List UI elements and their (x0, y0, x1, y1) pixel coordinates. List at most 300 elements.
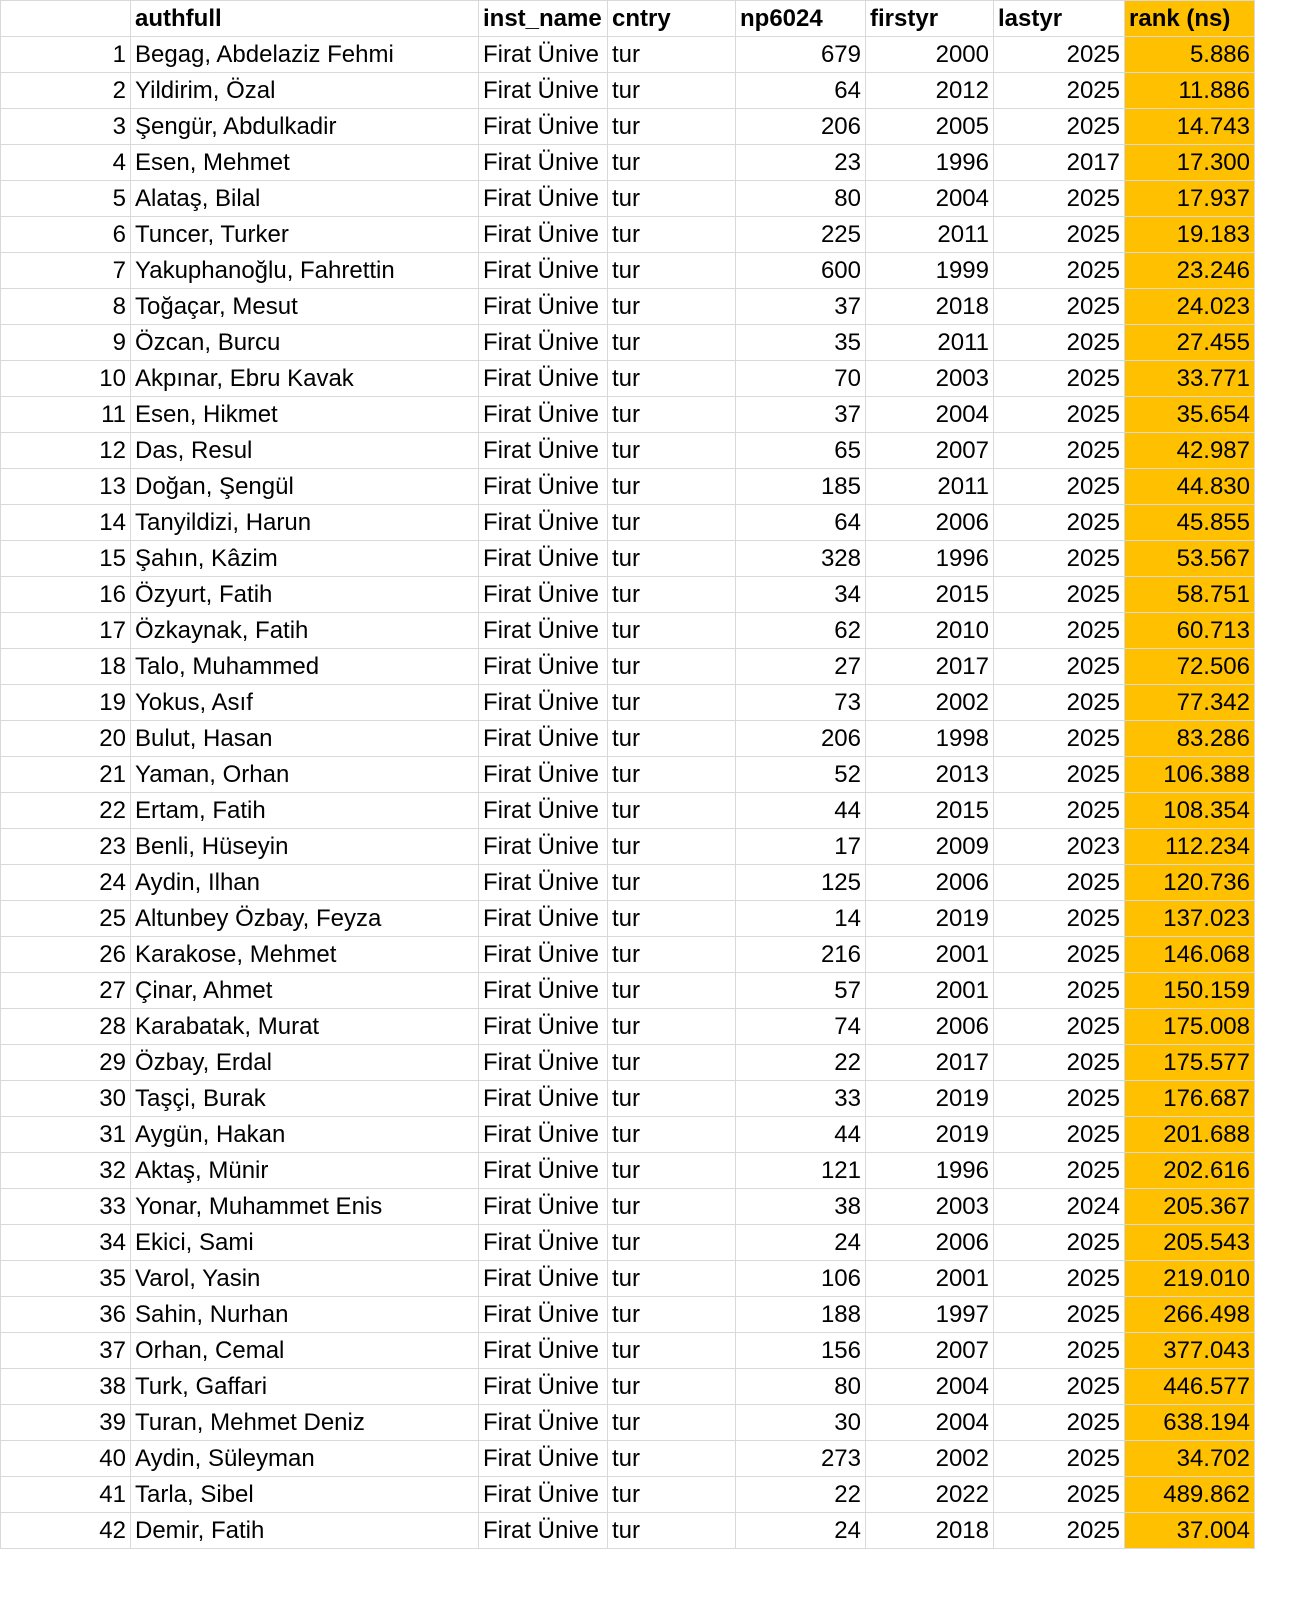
cell-firstyr[interactable]: 1996 (866, 541, 994, 577)
cell-lastyr[interactable]: 2025 (994, 1513, 1125, 1549)
cell-inst-name[interactable]: Firat Ünive (479, 217, 608, 253)
cell-authfull[interactable]: Alataş, Bilal (131, 181, 479, 217)
cell-inst-name[interactable]: Firat Ünive (479, 1045, 608, 1081)
cell-authfull[interactable]: Bulut, Hasan (131, 721, 479, 757)
cell-firstyr[interactable]: 1996 (866, 145, 994, 181)
cell-lastyr[interactable]: 2025 (994, 1261, 1125, 1297)
cell-inst-name[interactable]: Firat Ünive (479, 37, 608, 73)
cell-firstyr[interactable]: 2011 (866, 217, 994, 253)
cell-authfull[interactable]: Özyurt, Fatih (131, 577, 479, 613)
cell-cntry[interactable]: tur (608, 1117, 736, 1153)
cell-firstyr[interactable]: 2018 (866, 1513, 994, 1549)
cell-cntry[interactable]: tur (608, 1441, 736, 1477)
cell-firstyr[interactable]: 2019 (866, 901, 994, 937)
cell-firstyr[interactable]: 2013 (866, 757, 994, 793)
cell-rank[interactable]: 106.388 (1125, 757, 1255, 793)
cell-authfull[interactable]: Özkaynak, Fatih (131, 613, 479, 649)
cell-firstyr[interactable]: 2006 (866, 505, 994, 541)
cell-inst-name[interactable]: Firat Ünive (479, 253, 608, 289)
cell-authfull[interactable]: Yonar, Muhammet Enis (131, 1189, 479, 1225)
cell-rank[interactable]: 35.654 (1125, 397, 1255, 433)
cell-index[interactable]: 12 (1, 433, 131, 469)
cell-lastyr[interactable]: 2025 (994, 505, 1125, 541)
cell-lastyr[interactable]: 2025 (994, 1441, 1125, 1477)
cell-inst-name[interactable]: Firat Ünive (479, 793, 608, 829)
cell-inst-name[interactable]: Firat Ünive (479, 721, 608, 757)
cell-np6024[interactable]: 22 (736, 1477, 866, 1513)
cell-cntry[interactable]: tur (608, 1045, 736, 1081)
cell-authfull[interactable]: Ekici, Sami (131, 1225, 479, 1261)
cell-rank[interactable]: 23.246 (1125, 253, 1255, 289)
cell-np6024[interactable]: 73 (736, 685, 866, 721)
cell-inst-name[interactable]: Firat Ünive (479, 937, 608, 973)
cell-lastyr[interactable]: 2025 (994, 1333, 1125, 1369)
cell-lastyr[interactable]: 2025 (994, 361, 1125, 397)
cell-index[interactable]: 42 (1, 1513, 131, 1549)
cell-rank[interactable]: 120.736 (1125, 865, 1255, 901)
cell-firstyr[interactable]: 1998 (866, 721, 994, 757)
cell-np6024[interactable]: 52 (736, 757, 866, 793)
cell-lastyr[interactable]: 2025 (994, 1117, 1125, 1153)
cell-authfull[interactable]: Tarla, Sibel (131, 1477, 479, 1513)
cell-lastyr[interactable]: 2025 (994, 1009, 1125, 1045)
cell-inst-name[interactable]: Firat Ünive (479, 1261, 608, 1297)
cell-firstyr[interactable]: 2017 (866, 1045, 994, 1081)
cell-inst-name[interactable]: Firat Ünive (479, 973, 608, 1009)
cell-np6024[interactable]: 185 (736, 469, 866, 505)
cell-rank[interactable]: 53.567 (1125, 541, 1255, 577)
cell-lastyr[interactable]: 2023 (994, 829, 1125, 865)
cell-firstyr[interactable]: 2000 (866, 37, 994, 73)
cell-lastyr[interactable]: 2025 (994, 757, 1125, 793)
cell-cntry[interactable]: tur (608, 685, 736, 721)
cell-rank[interactable]: 17.937 (1125, 181, 1255, 217)
cell-np6024[interactable]: 74 (736, 1009, 866, 1045)
cell-lastyr[interactable]: 2025 (994, 901, 1125, 937)
cell-authfull[interactable]: Çinar, Ahmet (131, 973, 479, 1009)
cell-rank[interactable]: 205.543 (1125, 1225, 1255, 1261)
cell-cntry[interactable]: tur (608, 1297, 736, 1333)
cell-cntry[interactable]: tur (608, 1081, 736, 1117)
header-lastyr[interactable]: lastyr (994, 1, 1125, 37)
cell-index[interactable]: 22 (1, 793, 131, 829)
cell-inst-name[interactable]: Firat Ünive (479, 829, 608, 865)
cell-lastyr[interactable]: 2025 (994, 1153, 1125, 1189)
cell-firstyr[interactable]: 2006 (866, 865, 994, 901)
cell-firstyr[interactable]: 2012 (866, 73, 994, 109)
cell-rank[interactable]: 137.023 (1125, 901, 1255, 937)
cell-authfull[interactable]: Şahın, Kâzim (131, 541, 479, 577)
cell-index[interactable]: 35 (1, 1261, 131, 1297)
cell-lastyr[interactable]: 2025 (994, 865, 1125, 901)
cell-firstyr[interactable]: 2003 (866, 361, 994, 397)
cell-inst-name[interactable]: Firat Ünive (479, 73, 608, 109)
cell-lastyr[interactable]: 2025 (994, 181, 1125, 217)
cell-cntry[interactable]: tur (608, 721, 736, 757)
cell-inst-name[interactable]: Firat Ünive (479, 1297, 608, 1333)
cell-authfull[interactable]: Doğan, Şengül (131, 469, 479, 505)
cell-index[interactable]: 38 (1, 1369, 131, 1405)
cell-authfull[interactable]: Toğaçar, Mesut (131, 289, 479, 325)
cell-authfull[interactable]: Begag, Abdelaziz Fehmi (131, 37, 479, 73)
cell-rank[interactable]: 17.300 (1125, 145, 1255, 181)
cell-lastyr[interactable]: 2025 (994, 253, 1125, 289)
cell-firstyr[interactable]: 2005 (866, 109, 994, 145)
cell-np6024[interactable]: 24 (736, 1513, 866, 1549)
cell-authfull[interactable]: Karabatak, Murat (131, 1009, 479, 1045)
cell-np6024[interactable]: 24 (736, 1225, 866, 1261)
cell-firstyr[interactable]: 1996 (866, 1153, 994, 1189)
cell-rank[interactable]: 11.886 (1125, 73, 1255, 109)
cell-lastyr[interactable]: 2025 (994, 217, 1125, 253)
cell-authfull[interactable]: Orhan, Cemal (131, 1333, 479, 1369)
cell-cntry[interactable]: tur (608, 1261, 736, 1297)
cell-np6024[interactable]: 14 (736, 901, 866, 937)
cell-inst-name[interactable]: Firat Ünive (479, 1225, 608, 1261)
cell-index[interactable]: 5 (1, 181, 131, 217)
cell-cntry[interactable]: tur (608, 73, 736, 109)
cell-lastyr[interactable]: 2025 (994, 577, 1125, 613)
cell-np6024[interactable]: 206 (736, 109, 866, 145)
cell-inst-name[interactable]: Firat Ünive (479, 1333, 608, 1369)
cell-inst-name[interactable]: Firat Ünive (479, 433, 608, 469)
cell-firstyr[interactable]: 2001 (866, 973, 994, 1009)
cell-inst-name[interactable]: Firat Ünive (479, 1009, 608, 1045)
cell-cntry[interactable]: tur (608, 253, 736, 289)
cell-authfull[interactable]: Varol, Yasin (131, 1261, 479, 1297)
cell-rank[interactable]: 219.010 (1125, 1261, 1255, 1297)
cell-cntry[interactable]: tur (608, 649, 736, 685)
cell-cntry[interactable]: tur (608, 577, 736, 613)
cell-np6024[interactable]: 121 (736, 1153, 866, 1189)
cell-np6024[interactable]: 17 (736, 829, 866, 865)
cell-rank[interactable]: 24.023 (1125, 289, 1255, 325)
cell-inst-name[interactable]: Firat Ünive (479, 289, 608, 325)
cell-lastyr[interactable]: 2025 (994, 685, 1125, 721)
cell-rank[interactable]: 146.068 (1125, 937, 1255, 973)
cell-index[interactable]: 31 (1, 1117, 131, 1153)
cell-np6024[interactable]: 38 (736, 1189, 866, 1225)
cell-lastyr[interactable]: 2025 (994, 325, 1125, 361)
cell-np6024[interactable]: 23 (736, 145, 866, 181)
cell-rank[interactable]: 446.577 (1125, 1369, 1255, 1405)
cell-inst-name[interactable]: Firat Ünive (479, 1369, 608, 1405)
cell-rank[interactable]: 58.751 (1125, 577, 1255, 613)
cell-np6024[interactable]: 679 (736, 37, 866, 73)
cell-rank[interactable]: 37.004 (1125, 1513, 1255, 1549)
cell-lastyr[interactable]: 2025 (994, 973, 1125, 1009)
header-np6024[interactable]: np6024 (736, 1, 866, 37)
cell-index[interactable]: 7 (1, 253, 131, 289)
cell-rank[interactable]: 205.367 (1125, 1189, 1255, 1225)
cell-lastyr[interactable]: 2025 (994, 793, 1125, 829)
cell-np6024[interactable]: 33 (736, 1081, 866, 1117)
cell-authfull[interactable]: Tanyildizi, Harun (131, 505, 479, 541)
cell-cntry[interactable]: tur (608, 541, 736, 577)
cell-np6024[interactable]: 62 (736, 613, 866, 649)
cell-firstyr[interactable]: 2018 (866, 289, 994, 325)
cell-firstyr[interactable]: 1997 (866, 1297, 994, 1333)
cell-inst-name[interactable]: Firat Ünive (479, 1405, 608, 1441)
cell-index[interactable]: 41 (1, 1477, 131, 1513)
cell-firstyr[interactable]: 2003 (866, 1189, 994, 1225)
cell-lastyr[interactable]: 2025 (994, 649, 1125, 685)
cell-inst-name[interactable]: Firat Ünive (479, 325, 608, 361)
cell-firstyr[interactable]: 2006 (866, 1009, 994, 1045)
cell-index[interactable]: 26 (1, 937, 131, 973)
cell-authfull[interactable]: Yaman, Orhan (131, 757, 479, 793)
cell-index[interactable]: 19 (1, 685, 131, 721)
cell-rank[interactable]: 5.886 (1125, 37, 1255, 73)
cell-lastyr[interactable]: 2025 (994, 433, 1125, 469)
cell-rank[interactable]: 201.688 (1125, 1117, 1255, 1153)
cell-firstyr[interactable]: 2011 (866, 325, 994, 361)
cell-firstyr[interactable]: 2019 (866, 1117, 994, 1153)
cell-lastyr[interactable]: 2025 (994, 1081, 1125, 1117)
cell-rank[interactable]: 19.183 (1125, 217, 1255, 253)
cell-firstyr[interactable]: 2002 (866, 1441, 994, 1477)
cell-firstyr[interactable]: 2007 (866, 1333, 994, 1369)
cell-cntry[interactable]: tur (608, 1153, 736, 1189)
cell-np6024[interactable]: 600 (736, 253, 866, 289)
cell-cntry[interactable]: tur (608, 1225, 736, 1261)
cell-index[interactable]: 9 (1, 325, 131, 361)
cell-firstyr[interactable]: 2004 (866, 181, 994, 217)
cell-index[interactable]: 27 (1, 973, 131, 1009)
cell-np6024[interactable]: 37 (736, 397, 866, 433)
cell-np6024[interactable]: 225 (736, 217, 866, 253)
cell-index[interactable]: 23 (1, 829, 131, 865)
cell-authfull[interactable]: Demir, Fatih (131, 1513, 479, 1549)
cell-lastyr[interactable]: 2025 (994, 469, 1125, 505)
cell-rank[interactable]: 175.008 (1125, 1009, 1255, 1045)
cell-rank[interactable]: 108.354 (1125, 793, 1255, 829)
cell-firstyr[interactable]: 2019 (866, 1081, 994, 1117)
cell-rank[interactable]: 44.830 (1125, 469, 1255, 505)
cell-np6024[interactable]: 156 (736, 1333, 866, 1369)
cell-firstyr[interactable]: 2007 (866, 433, 994, 469)
cell-cntry[interactable]: tur (608, 37, 736, 73)
cell-cntry[interactable]: tur (608, 325, 736, 361)
cell-firstyr[interactable]: 1999 (866, 253, 994, 289)
cell-inst-name[interactable]: Firat Ünive (479, 1189, 608, 1225)
cell-np6024[interactable]: 80 (736, 181, 866, 217)
cell-index[interactable]: 29 (1, 1045, 131, 1081)
cell-lastyr[interactable]: 2025 (994, 541, 1125, 577)
cell-index[interactable]: 18 (1, 649, 131, 685)
cell-rank[interactable]: 14.743 (1125, 109, 1255, 145)
cell-authfull[interactable]: Yildirim, Özal (131, 73, 479, 109)
header-inst-name[interactable]: inst_name (479, 1, 608, 37)
cell-cntry[interactable]: tur (608, 181, 736, 217)
cell-lastyr[interactable]: 2025 (994, 1477, 1125, 1513)
cell-index[interactable]: 28 (1, 1009, 131, 1045)
cell-lastyr[interactable]: 2025 (994, 289, 1125, 325)
cell-cntry[interactable]: tur (608, 865, 736, 901)
cell-rank[interactable]: 150.159 (1125, 973, 1255, 1009)
cell-np6024[interactable]: 125 (736, 865, 866, 901)
cell-rank[interactable]: 638.194 (1125, 1405, 1255, 1441)
cell-index[interactable]: 34 (1, 1225, 131, 1261)
cell-lastyr[interactable]: 2025 (994, 1045, 1125, 1081)
cell-np6024[interactable]: 37 (736, 289, 866, 325)
cell-lastyr[interactable]: 2025 (994, 1369, 1125, 1405)
cell-cntry[interactable]: tur (608, 1189, 736, 1225)
cell-firstyr[interactable]: 2004 (866, 1369, 994, 1405)
cell-np6024[interactable]: 328 (736, 541, 866, 577)
cell-authfull[interactable]: Taşçi, Burak (131, 1081, 479, 1117)
cell-authfull[interactable]: Talo, Muhammed (131, 649, 479, 685)
cell-inst-name[interactable]: Firat Ünive (479, 541, 608, 577)
cell-firstyr[interactable]: 2017 (866, 649, 994, 685)
cell-firstyr[interactable]: 2006 (866, 1225, 994, 1261)
header-authfull[interactable]: authfull (131, 1, 479, 37)
cell-firstyr[interactable]: 2011 (866, 469, 994, 505)
cell-authfull[interactable]: Aydin, Süleyman (131, 1441, 479, 1477)
cell-index[interactable]: 4 (1, 145, 131, 181)
cell-np6024[interactable]: 44 (736, 1117, 866, 1153)
cell-np6024[interactable]: 206 (736, 721, 866, 757)
cell-index[interactable]: 32 (1, 1153, 131, 1189)
cell-cntry[interactable]: tur (608, 757, 736, 793)
header-cntry[interactable]: cntry (608, 1, 736, 37)
cell-cntry[interactable]: tur (608, 937, 736, 973)
cell-index[interactable]: 33 (1, 1189, 131, 1225)
cell-authfull[interactable]: Sahin, Nurhan (131, 1297, 479, 1333)
cell-inst-name[interactable]: Firat Ünive (479, 1081, 608, 1117)
cell-index[interactable]: 10 (1, 361, 131, 397)
cell-rank[interactable]: 489.862 (1125, 1477, 1255, 1513)
cell-inst-name[interactable]: Firat Ünive (479, 505, 608, 541)
cell-cntry[interactable]: tur (608, 1009, 736, 1045)
cell-authfull[interactable]: Aktaş, Münir (131, 1153, 479, 1189)
cell-rank[interactable]: 34.702 (1125, 1441, 1255, 1477)
cell-index[interactable]: 16 (1, 577, 131, 613)
cell-inst-name[interactable]: Firat Ünive (479, 1153, 608, 1189)
header-index[interactable] (1, 1, 131, 37)
cell-index[interactable]: 17 (1, 613, 131, 649)
cell-inst-name[interactable]: Firat Ünive (479, 397, 608, 433)
cell-rank[interactable]: 60.713 (1125, 613, 1255, 649)
cell-inst-name[interactable]: Firat Ünive (479, 361, 608, 397)
cell-cntry[interactable]: tur (608, 145, 736, 181)
cell-authfull[interactable]: Ertam, Fatih (131, 793, 479, 829)
cell-cntry[interactable]: tur (608, 793, 736, 829)
cell-firstyr[interactable]: 2001 (866, 937, 994, 973)
cell-cntry[interactable]: tur (608, 289, 736, 325)
cell-lastyr[interactable]: 2025 (994, 1297, 1125, 1333)
cell-inst-name[interactable]: Firat Ünive (479, 1441, 608, 1477)
cell-authfull[interactable]: Akpınar, Ebru Kavak (131, 361, 479, 397)
cell-index[interactable]: 11 (1, 397, 131, 433)
cell-index[interactable]: 8 (1, 289, 131, 325)
cell-authfull[interactable]: Şengür, Abdulkadir (131, 109, 479, 145)
cell-rank[interactable]: 45.855 (1125, 505, 1255, 541)
cell-rank[interactable]: 377.043 (1125, 1333, 1255, 1369)
cell-cntry[interactable]: tur (608, 109, 736, 145)
cell-firstyr[interactable]: 2001 (866, 1261, 994, 1297)
cell-index[interactable]: 36 (1, 1297, 131, 1333)
cell-authfull[interactable]: Altunbey Özbay, Feyza (131, 901, 479, 937)
cell-np6024[interactable]: 22 (736, 1045, 866, 1081)
cell-inst-name[interactable]: Firat Ünive (479, 1513, 608, 1549)
cell-lastyr[interactable]: 2025 (994, 613, 1125, 649)
cell-np6024[interactable]: 27 (736, 649, 866, 685)
cell-index[interactable]: 13 (1, 469, 131, 505)
cell-lastyr[interactable]: 2025 (994, 73, 1125, 109)
cell-lastyr[interactable]: 2025 (994, 1225, 1125, 1261)
cell-authfull[interactable]: Aydin, Ilhan (131, 865, 479, 901)
cell-cntry[interactable]: tur (608, 433, 736, 469)
cell-rank[interactable]: 266.498 (1125, 1297, 1255, 1333)
cell-index[interactable]: 37 (1, 1333, 131, 1369)
cell-np6024[interactable]: 64 (736, 73, 866, 109)
cell-firstyr[interactable]: 2022 (866, 1477, 994, 1513)
cell-lastyr[interactable]: 2025 (994, 1405, 1125, 1441)
cell-inst-name[interactable]: Firat Ünive (479, 145, 608, 181)
cell-index[interactable]: 1 (1, 37, 131, 73)
cell-np6024[interactable]: 35 (736, 325, 866, 361)
cell-index[interactable]: 21 (1, 757, 131, 793)
cell-index[interactable]: 39 (1, 1405, 131, 1441)
cell-rank[interactable]: 33.771 (1125, 361, 1255, 397)
cell-cntry[interactable]: tur (608, 1477, 736, 1513)
cell-rank[interactable]: 72.506 (1125, 649, 1255, 685)
cell-np6024[interactable]: 30 (736, 1405, 866, 1441)
cell-firstyr[interactable]: 2015 (866, 793, 994, 829)
cell-index[interactable]: 15 (1, 541, 131, 577)
cell-inst-name[interactable]: Firat Ünive (479, 109, 608, 145)
cell-inst-name[interactable]: Firat Ünive (479, 901, 608, 937)
cell-cntry[interactable]: tur (608, 505, 736, 541)
cell-inst-name[interactable]: Firat Ünive (479, 577, 608, 613)
cell-index[interactable]: 14 (1, 505, 131, 541)
cell-authfull[interactable]: Esen, Hikmet (131, 397, 479, 433)
cell-rank[interactable]: 83.286 (1125, 721, 1255, 757)
cell-rank[interactable]: 77.342 (1125, 685, 1255, 721)
cell-np6024[interactable]: 57 (736, 973, 866, 1009)
header-firstyr[interactable]: firstyr (866, 1, 994, 37)
cell-authfull[interactable]: Aygün, Hakan (131, 1117, 479, 1153)
cell-inst-name[interactable]: Firat Ünive (479, 613, 608, 649)
cell-authfull[interactable]: Tuncer, Turker (131, 217, 479, 253)
cell-np6024[interactable]: 65 (736, 433, 866, 469)
cell-firstyr[interactable]: 2004 (866, 1405, 994, 1441)
cell-cntry[interactable]: tur (608, 1513, 736, 1549)
cell-index[interactable]: 40 (1, 1441, 131, 1477)
header-rank[interactable]: rank (ns) (1125, 1, 1255, 37)
cell-cntry[interactable]: tur (608, 397, 736, 433)
cell-lastyr[interactable]: 2025 (994, 37, 1125, 73)
cell-cntry[interactable]: tur (608, 973, 736, 1009)
cell-np6024[interactable]: 106 (736, 1261, 866, 1297)
cell-index[interactable]: 30 (1, 1081, 131, 1117)
cell-cntry[interactable]: tur (608, 829, 736, 865)
cell-index[interactable]: 6 (1, 217, 131, 253)
cell-inst-name[interactable]: Firat Ünive (479, 649, 608, 685)
cell-authfull[interactable]: Das, Resul (131, 433, 479, 469)
cell-authfull[interactable]: Benli, Hüseyin (131, 829, 479, 865)
cell-inst-name[interactable]: Firat Ünive (479, 1117, 608, 1153)
cell-lastyr[interactable]: 2025 (994, 109, 1125, 145)
cell-cntry[interactable]: tur (608, 469, 736, 505)
cell-rank[interactable]: 176.687 (1125, 1081, 1255, 1117)
cell-index[interactable]: 20 (1, 721, 131, 757)
cell-inst-name[interactable]: Firat Ünive (479, 685, 608, 721)
cell-inst-name[interactable]: Firat Ünive (479, 181, 608, 217)
cell-np6024[interactable]: 70 (736, 361, 866, 397)
cell-np6024[interactable]: 80 (736, 1369, 866, 1405)
